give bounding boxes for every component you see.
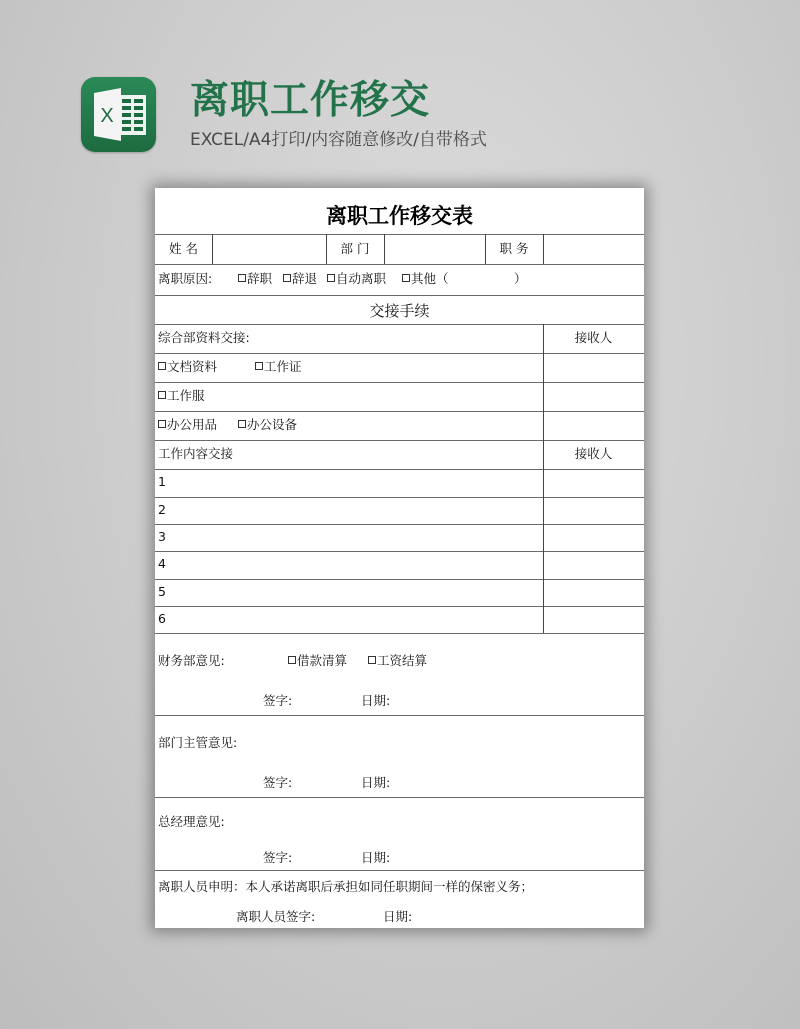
checkbox-icon xyxy=(255,362,263,370)
divider xyxy=(155,715,644,716)
divider xyxy=(155,551,644,552)
position-field[interactable] xyxy=(544,234,644,264)
divider xyxy=(155,633,644,634)
divider xyxy=(155,579,644,580)
divider xyxy=(155,606,644,607)
checkbox-icon xyxy=(327,274,335,282)
divider xyxy=(155,295,644,296)
work-content-label: 工作内容交接 xyxy=(158,446,234,461)
checkbox-icon xyxy=(402,274,410,282)
page-title: 离职工作移交 xyxy=(190,78,431,123)
dept-label: 部 门 xyxy=(340,241,370,256)
finance-option-loan-cleared[interactable]: 借款清算 xyxy=(288,653,347,669)
receiver-label: 接收人 xyxy=(574,446,613,461)
work-item-number: 2 xyxy=(158,502,166,517)
declaration-date-label: 日期: xyxy=(383,909,413,924)
work-item-number: 3 xyxy=(158,529,166,544)
general-manager-opinion-label: 总经理意见: xyxy=(158,814,225,829)
form-title: 离职工作移交表 xyxy=(326,204,473,228)
reason-label: 离职原因: xyxy=(158,271,213,286)
divider xyxy=(155,497,644,498)
item-uniform[interactable]: 工作服 xyxy=(158,388,205,404)
name-field[interactable] xyxy=(213,234,326,264)
handover-form xyxy=(155,188,644,928)
name-label: 姓 名 xyxy=(169,241,198,256)
item-work-badge[interactable]: 工作证 xyxy=(255,359,302,375)
work-item-number: 1 xyxy=(158,474,166,489)
section-title: 交接手续 xyxy=(369,302,430,320)
reason-other-close: ） xyxy=(514,271,527,286)
general-dept-label: 综合部资料交接: xyxy=(158,330,250,345)
divider xyxy=(155,382,644,383)
checkbox-icon xyxy=(158,362,166,370)
finance-opinion-label: 财务部意见: xyxy=(158,653,225,668)
checkbox-icon xyxy=(288,656,296,664)
page-subtitle: EXCEL/A4打印/内容随意修改/自带格式 xyxy=(190,130,487,150)
work-item-number: 5 xyxy=(158,584,166,599)
divider xyxy=(155,524,644,525)
work-item-number: 6 xyxy=(158,611,166,626)
divider xyxy=(155,870,644,871)
divider xyxy=(155,440,644,441)
excel-icon xyxy=(81,77,156,152)
general-manager-sign-label: 签字: xyxy=(263,850,293,865)
checkbox-icon xyxy=(238,420,246,428)
checkbox-icon xyxy=(158,391,166,399)
divider xyxy=(155,324,644,325)
divider xyxy=(155,797,644,798)
dept-manager-date-label: 日期: xyxy=(361,775,391,790)
reason-option-dismissed[interactable]: 辞退 xyxy=(283,271,317,287)
checkbox-icon xyxy=(238,274,246,282)
finance-option-salary-settled[interactable]: 工资结算 xyxy=(368,653,427,669)
divider xyxy=(155,264,644,265)
finance-sign-label: 签字: xyxy=(263,693,293,708)
work-item-number: 4 xyxy=(158,556,166,571)
item-office-equipment[interactable]: 办公设备 xyxy=(238,417,297,433)
item-documents[interactable]: 文档资料 xyxy=(158,359,217,375)
checkbox-icon xyxy=(368,656,376,664)
finance-date-label: 日期: xyxy=(361,693,391,708)
declaration-sign-label: 离职人员签字: xyxy=(236,909,316,924)
declaration-text: 离职人员申明：本人承诺离职后承担如同任职期间一样的保密义务； xyxy=(158,879,534,894)
receiver-label: 接收人 xyxy=(574,330,613,345)
divider xyxy=(543,324,544,633)
divider xyxy=(155,353,644,354)
dept-manager-sign-label: 签字: xyxy=(263,775,293,790)
reason-option-other[interactable]: 其他（ xyxy=(402,271,449,287)
checkbox-icon xyxy=(283,274,291,282)
position-label: 职 务 xyxy=(499,241,529,256)
reason-option-resign[interactable]: 辞职 xyxy=(238,271,272,287)
dept-manager-opinion-label: 部门主管意见: xyxy=(158,735,238,750)
reason-option-voluntary-leave[interactable]: 自动离职 xyxy=(327,271,386,287)
dept-field[interactable] xyxy=(385,234,485,264)
item-office-supplies[interactable]: 办公用品 xyxy=(158,417,217,433)
general-manager-date-label: 日期: xyxy=(361,850,391,865)
divider xyxy=(155,469,644,470)
svg-text:X: X xyxy=(100,105,114,127)
checkbox-icon xyxy=(158,420,166,428)
divider xyxy=(155,411,644,412)
